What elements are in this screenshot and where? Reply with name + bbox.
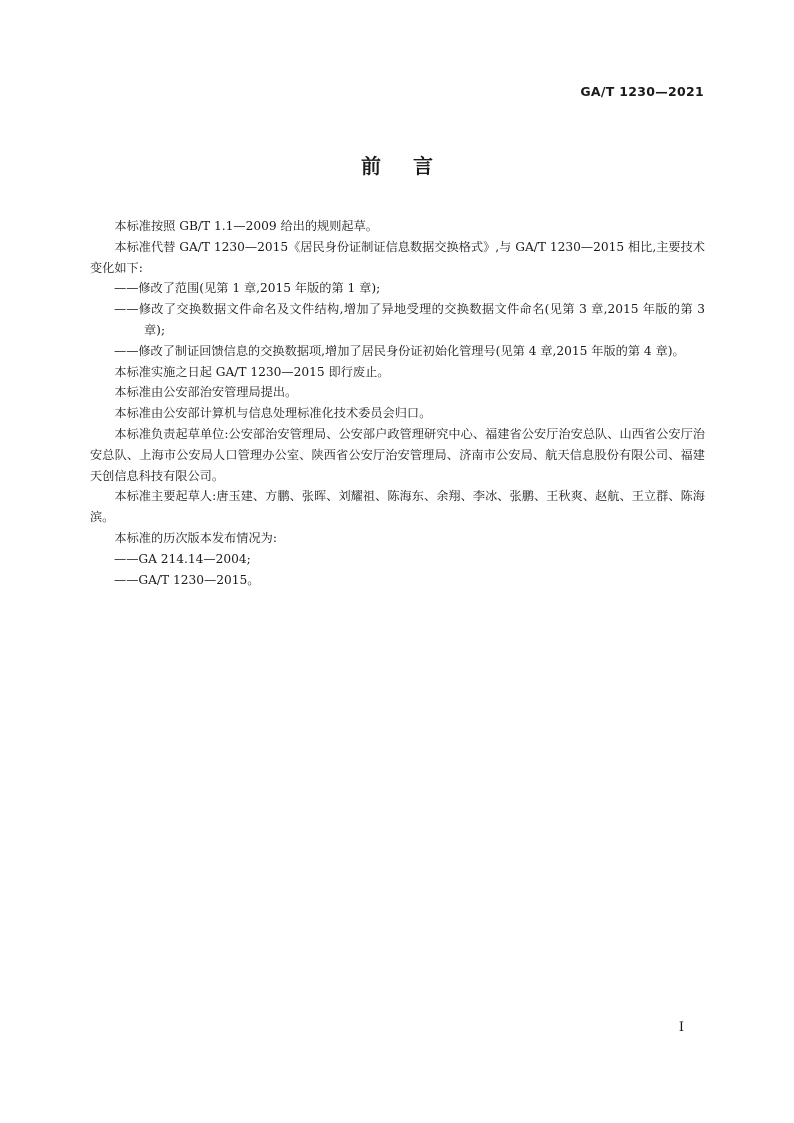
replacement-paragraph: 本标准代替 GA/T 1230—2015《居民身份证制证信息数据交换格式》,与 GA/T 1230—2015 相比,主要技术变化如下: (90, 239, 705, 275)
abolition-paragraph: 本标准实施之日起 GA/T 1230—2015 即行废止。 (114, 364, 390, 379)
page-number: I (678, 1020, 684, 1035)
proposer-paragraph: 本标准由公安部治安管理局提出。 (114, 385, 298, 400)
drafting-rules-paragraph: 本标准按照 GB/T 1.1—2009 给出的规则起草。 (114, 219, 378, 233)
drafters-paragraph: 本标准主要起草人:唐玉建、方鹏、张晖、刘耀祖、陈海东、余翔、李冰、张鹏、王秋爽、赵航、王立群、陈海滨。 (90, 489, 705, 525)
committee-paragraph: 本标准由公安部计算机与信息处理标准化技术委员会归口。 (114, 406, 432, 421)
change-item-feedback-data: ——修改了制证回馈信息的交换数据项,增加了居民身份证初始化管理号(见第 4 章,2015 年版的第 4 章)。 (114, 343, 685, 358)
history-item-2004: ——GA 214.14—2004; (114, 551, 251, 566)
drafting-units-paragraph: 本标准负责起草单位:公安部治安管理局、公安部户政管理研究中心、福建省公安厅治安总队、山西省公安厅治安总队、上海市公安局人口管理办公室、陕西省公安厅治安管理局、济南市公安局、航天信息股份有限公司、福建天创信息科技有限公司。 (90, 426, 705, 483)
history-intro-paragraph: 本标准的历次版本发布情况为: (114, 530, 277, 545)
standard-code: GA/T 1230—2021 (580, 84, 704, 99)
history-item-2015: ——GA/T 1230—2015。 (114, 572, 260, 587)
document-body (90, 216, 705, 590)
page-title: 前言 (361, 154, 465, 178)
change-item-file-naming: ——修改了交换数据文件命名及文件结构,增加了异地受理的交换数据文件命名(见第 3 章,2015 年版的第 3 章); (114, 302, 705, 337)
change-item-scope: ——修改了范围(见第 1 章,2015 年版的第 1 章); (114, 281, 381, 296)
